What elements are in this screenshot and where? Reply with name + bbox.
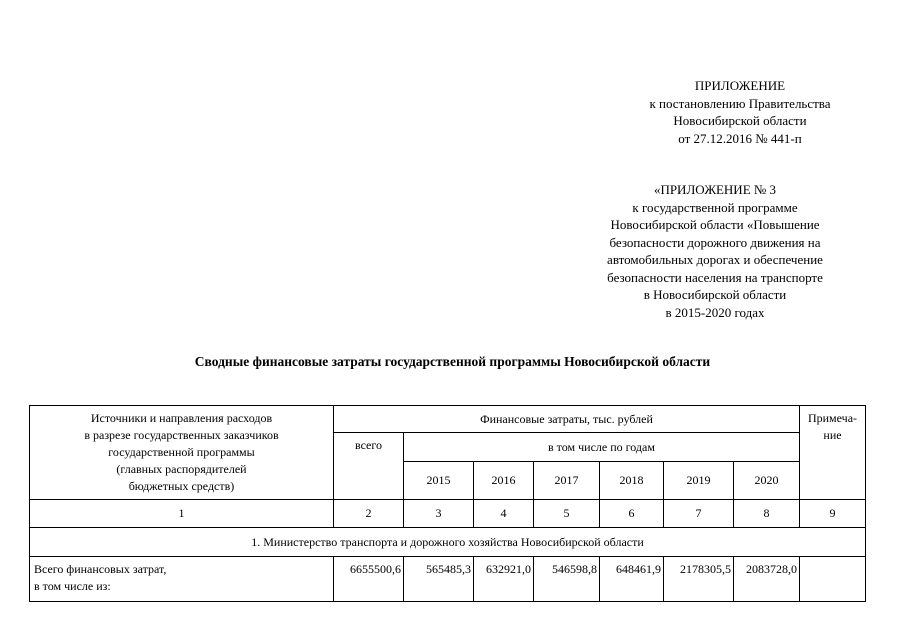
table-row bbox=[30, 557, 866, 602]
appendix3-line: безопасности населения на транспорте bbox=[607, 269, 823, 285]
cell-year: 546598,8 bbox=[534, 557, 600, 602]
year-header: 2018 bbox=[600, 462, 664, 500]
financial-table bbox=[29, 405, 866, 602]
row-label-line: Всего финансовых затрат, bbox=[34, 562, 167, 576]
col1-header-line: Источники и направления расходов bbox=[90, 411, 273, 425]
col1-header bbox=[30, 406, 334, 500]
by-year-header: в том числе по годам bbox=[404, 433, 800, 462]
appendix3-line: безопасности дорожного движения на bbox=[609, 234, 821, 250]
appendix3-line: в 2015-2020 годах bbox=[665, 304, 765, 320]
col1-header-line: бюджетных средств) bbox=[128, 479, 235, 493]
header-row bbox=[30, 406, 866, 433]
appendix-line: от 27.12.2016 № 441-п bbox=[678, 130, 802, 146]
section-title: 1. Министерство транспорта и дорожного хозяйства Новосибирской области bbox=[30, 528, 866, 557]
col1-header-line: в разрезе государственных заказчиков bbox=[84, 428, 279, 442]
column-number: 9 bbox=[800, 500, 866, 528]
cell-year: 2178305,5 bbox=[664, 557, 734, 602]
column-number: 3 bbox=[404, 500, 474, 528]
appendix3-line: к государственной программе bbox=[632, 199, 798, 215]
appendix-header bbox=[590, 77, 890, 147]
column-number: 6 bbox=[600, 500, 664, 528]
appendix3-line: автомобильных дорогах и обеспечение bbox=[607, 252, 823, 267]
note-header bbox=[800, 406, 866, 500]
column-number: 5 bbox=[534, 500, 600, 528]
appendix3-line: Новосибирской области «Повышение bbox=[610, 217, 820, 232]
appendix-line: ПРИЛОЖЕНИЕ bbox=[694, 78, 786, 93]
row-label bbox=[30, 557, 334, 602]
appendix-line: Новосибирской области bbox=[673, 113, 807, 128]
appendix-line: к постановлению Правительства bbox=[649, 95, 831, 111]
note-header-line: ние bbox=[823, 428, 842, 442]
cell-year: 2083728,0 bbox=[734, 557, 800, 602]
appendix3-line: в Новосибирской области bbox=[643, 287, 787, 302]
year-header: 2015 bbox=[404, 462, 474, 500]
column-number: 8 bbox=[734, 500, 800, 528]
row-label-line: в том числе из: bbox=[34, 579, 111, 593]
year-header: 2020 bbox=[734, 462, 800, 500]
appendix3-line: «ПРИЛОЖЕНИЕ № 3 bbox=[653, 182, 777, 197]
col1-header-line: государственной программы bbox=[108, 445, 255, 459]
cell-year: 632921,0 bbox=[474, 557, 534, 602]
appendix3-header bbox=[565, 181, 865, 321]
cell-note bbox=[800, 557, 866, 602]
total-header: всего bbox=[334, 433, 404, 500]
column-number: 2 bbox=[334, 500, 404, 528]
fin-header: Финансовые затраты, тыс. рублей bbox=[334, 406, 800, 433]
column-number: 4 bbox=[474, 500, 534, 528]
cell-year: 648461,9 bbox=[600, 557, 664, 602]
year-header: 2017 bbox=[534, 462, 600, 500]
year-header: 2016 bbox=[474, 462, 534, 500]
column-number: 7 bbox=[664, 500, 734, 528]
year-header: 2019 bbox=[664, 462, 734, 500]
cell-year: 565485,3 bbox=[404, 557, 474, 602]
note-header-line: Примеча- bbox=[807, 411, 858, 425]
cell-total: 6655500,6 bbox=[334, 557, 404, 602]
col1-header-line: (главных распорядителей bbox=[116, 462, 247, 476]
column-number: 1 bbox=[30, 500, 334, 528]
section-row bbox=[30, 528, 866, 557]
document-title: Сводные финансовые затраты государственной программы Новосибирской области bbox=[194, 354, 711, 369]
column-number-row bbox=[30, 500, 866, 528]
